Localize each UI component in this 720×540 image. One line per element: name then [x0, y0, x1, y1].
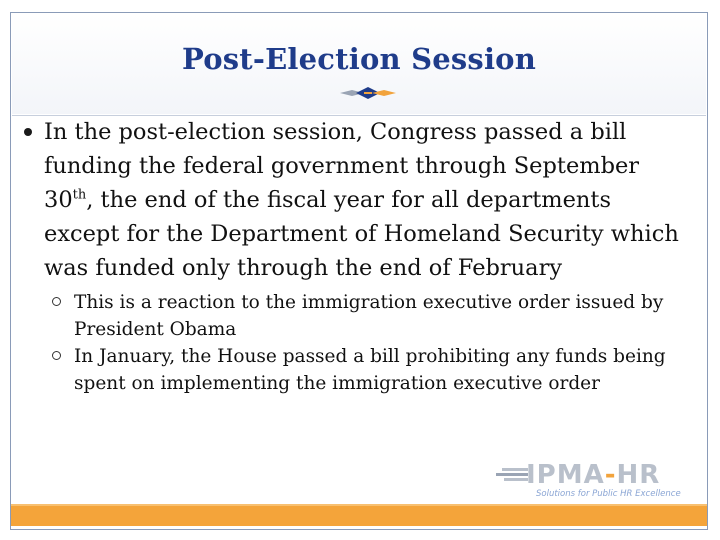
sub-bullet — [44, 289, 682, 343]
main-bullet-text-start: In the post-election session, Congress passed a bill funding the federal government through September 30 — [44, 119, 640, 213]
main-bullet — [22, 115, 682, 285]
logo-name-dash: - — [604, 460, 617, 490]
sub-bullet-text: This is a reaction to the immigration executive order issued by President Obama — [74, 292, 664, 340]
ipma-hr-logo — [496, 460, 706, 500]
logo-wordmark — [526, 460, 660, 490]
logo-name-left: IPMA — [526, 460, 605, 490]
title-band — [12, 14, 706, 114]
footer-bar — [11, 506, 707, 526]
sub-bullet-list — [22, 289, 682, 397]
logo-stripes-icon — [496, 467, 530, 483]
slide-content — [22, 115, 682, 397]
hollow-circle-bullet-icon — [52, 297, 61, 306]
logo-name-right: HR — [616, 460, 661, 490]
logo-tagline: Solutions for Public HR Excellence — [536, 489, 681, 499]
main-bullet-text-end: , the end of the fiscal year for all departments except for the Department of Homeland Security which was funded only through the end of February — [44, 187, 679, 281]
main-bullet-superscript: th — [72, 187, 87, 203]
sub-bullet-text: In January, the House passed a bill prohibiting any funds being spent on implementing the immigration executive order — [74, 346, 666, 394]
sub-bullet — [44, 343, 682, 397]
hollow-circle-bullet-icon — [52, 351, 61, 360]
filled-circle-bullet-icon — [24, 128, 32, 136]
slide-title: Post-Election Session — [182, 42, 536, 76]
diamond-ornament-icon — [338, 86, 398, 100]
